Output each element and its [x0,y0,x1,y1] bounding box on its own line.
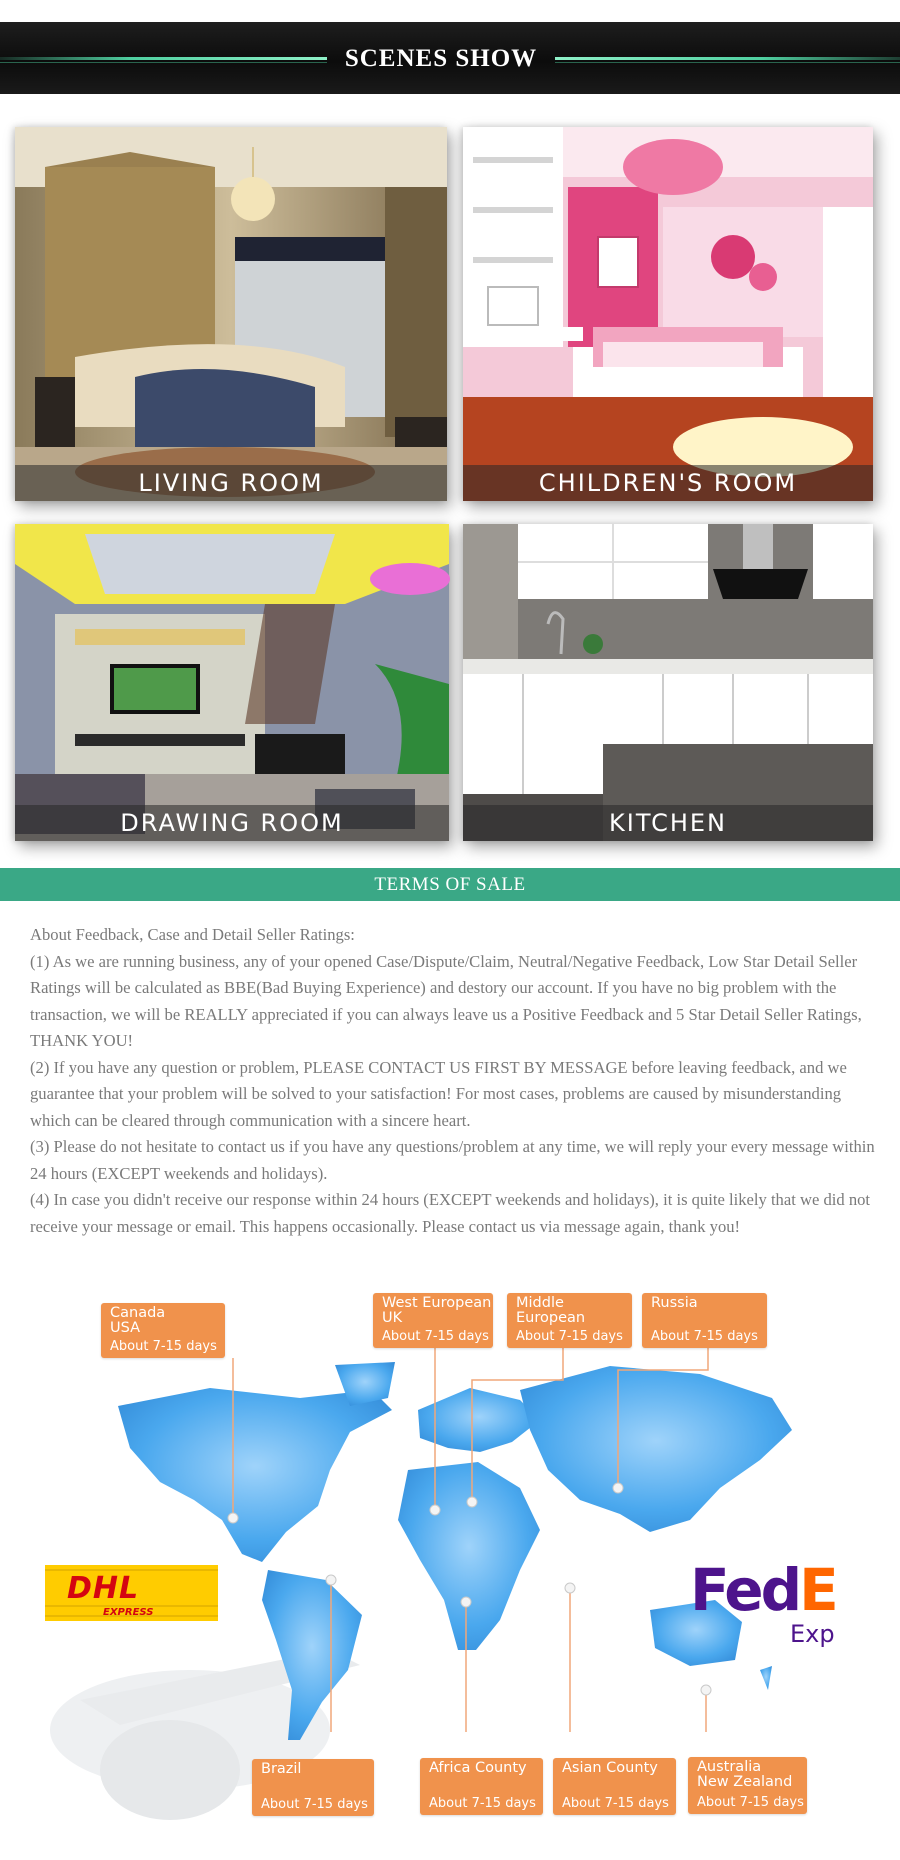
kitchen-illustration [463,524,873,841]
shipping-label-west-europe [373,1293,493,1348]
terms-paragraph: (2) If you have any question or problem, PLEASE CONTACT US FIRST BY MESSAGE before leaving feedback, and we guarantee that your problem will be solved to your satisfaction! For most cases, problems are caused by misunderstanding which can be cleared through communication with a sincere heart. [30,1057,847,1130]
region-name: Middle European [516,1295,586,1326]
kitchen-image [463,524,873,841]
shipping-label-africa [420,1758,543,1815]
terms-paragraph: (3) Please do not hesitate to contact us if you have any questions/problem at any time, we will reply your every message within 24 hours (EXCEPT weekends and holidays). [30,1137,875,1183]
fedex-sub: Exp [790,1620,835,1648]
continent-africa [398,1462,540,1650]
region-days: About 7-15 days [429,1796,536,1811]
header-rule-left [0,57,327,60]
terms-of-sale-body [30,922,875,1240]
region-days: About 7-15 days [562,1796,669,1811]
continent-europe [418,1388,540,1452]
terms-of-sale-title: TERMS OF SALE [0,868,900,901]
region-name: Australia New Zealand [697,1759,793,1790]
header-rule-right [555,57,900,60]
terms-paragraph: About Feedback, Case and Detail Seller Ratings: [30,925,355,944]
region-days: About 7-15 days [382,1329,489,1344]
continent-north-america [118,1388,392,1562]
dhl-name: DHL [67,1571,140,1606]
childrens-room-caption: CHILDREN'S ROOM [463,465,873,501]
terms-paragraph: (4) In case you didn't receive our response within 24 hours (EXCEPT weekends and holidays), it is quite likely that we did not receive your message or email. This happens occasionally. Please contact us via message again, thank you! [30,1190,871,1236]
continent-asia [520,1366,792,1532]
shipping-label-canada-usa [101,1303,225,1358]
living-room-illustration [15,127,447,501]
shipping-label-brazil [252,1759,374,1816]
region-days: About 7-15 days [697,1795,804,1810]
region-name: Africa County [429,1760,527,1776]
region-days: About 7-15 days [261,1797,368,1812]
childrens-room-illustration [463,127,873,501]
shipping-label-middle-europe [507,1293,632,1348]
drawing-room-image [15,524,449,841]
region-name: Brazil [261,1761,302,1777]
region-days: About 7-15 days [516,1329,623,1344]
scenes-show-header [0,22,900,94]
living-room-caption: LIVING ROOM [15,465,447,501]
scenes-show-title: SCENES SHOW [344,45,538,72]
shipping-label-australia [688,1757,807,1814]
dhl-sub: EXPRESS [103,1607,154,1618]
drawing-room-illustration [15,524,449,841]
region-days: About 7-15 days [110,1339,217,1354]
region-days: About 7-15 days [651,1329,758,1344]
region-name: Russia [651,1295,698,1311]
drawing-room-caption: DRAWING ROOM [15,805,449,841]
fedex-logo [690,1554,836,1650]
region-name: Canada USA [110,1305,166,1336]
kitchen-caption: KITCHEN [463,805,873,841]
shipping-label-russia [642,1293,767,1348]
childrens-room-image [463,127,873,501]
shipping-label-asia [553,1758,676,1815]
fedex-name: FedE [690,1556,836,1624]
region-name: West European UK [382,1295,492,1326]
region-name: Asian County [562,1760,658,1776]
dhl-logo [45,1565,218,1621]
terms-paragraph: (1) As we are running business, any of your opened Case/Dispute/Claim, Neutral/Negative Feedback, Low Star Detail Seller Ratings will be calculated as BBE(Bad Buying Experience) and destory our account. If you have no big problem with the transaction, we will be REALLY appreciated if you can always leave us a Positive Feedback and 5 Star Detail Seller Ratings, THANK YOU! [30,951,862,1050]
living-room-image [15,127,447,501]
